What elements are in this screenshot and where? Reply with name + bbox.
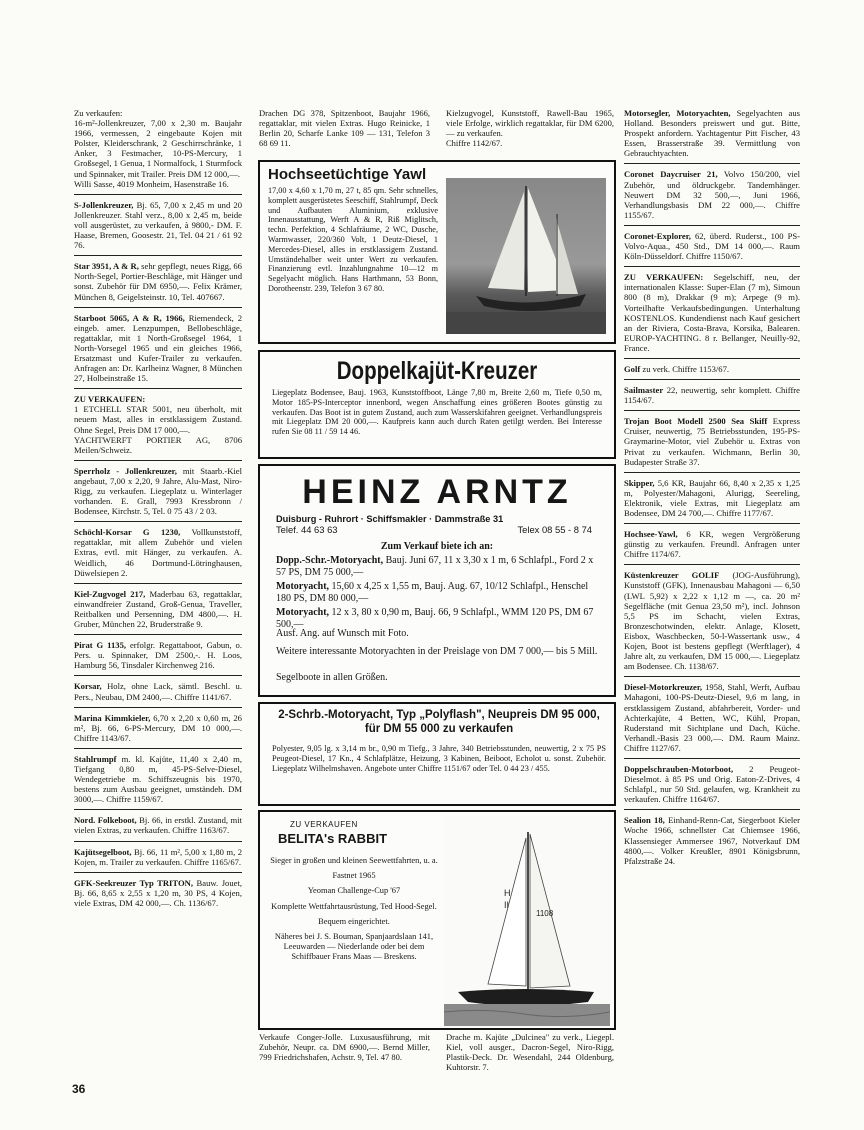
belita-zu-verkaufen: ZU VERKAUFEN bbox=[290, 820, 358, 829]
ad-body bbox=[74, 815, 242, 835]
doppel-text: Liegeplatz Bodensee, Bauj. 1963, Kunststoffboot, Länge 7,80 m, Breite 2,60 m, Tiefe 0,50 m, Motor 185-PS-Interceptor innenbord, wegen Anschaffung eines größeren Bootes günstig zu verkaufen. Das Boot ist in gutem Zustand, auch zum Wasserskifahren geeignet. Verhandlungspreis mit Liegeplatz DM 20 000,—. Kaufpreis kann auch durch Raten getilgt werden. Bei Interesse rufen Sie 08 11 / 59 14 46. bbox=[272, 388, 602, 437]
ad-body bbox=[624, 570, 800, 671]
ad-body bbox=[624, 529, 800, 559]
ad-text: mit Staarb.-Kiel angebaut, 7,00 x 2,20, 9 Jahre, Alu-Mast, Niro-Rigg, zu verkaufen. Liegeplatz u. Winterlager vorhanden. E. Grall, 7993 Kressbronn / Bodensee, Kirchstr. 5, Tel. 0 75 43 / 2 03. bbox=[74, 465, 242, 517]
ad-body bbox=[74, 394, 242, 455]
ad-heading: Marina Kimmkieler, bbox=[74, 712, 151, 723]
ad-heading: GFK-Seekreuzer Typ TRITON, bbox=[74, 877, 194, 888]
arntz-offer-item bbox=[276, 555, 600, 579]
classified-ad bbox=[624, 764, 800, 810]
ad-heading: ZU VERKAUFEN: bbox=[74, 394, 146, 405]
ad-text: Bj. 66, 11 m², 5,00 x 1,80 m, 2 Kojen, m. Trailer zu verkaufen. Chiffre 1165/67. bbox=[74, 846, 242, 867]
ad-body bbox=[74, 313, 242, 384]
ad-heinz-arntz-box bbox=[258, 464, 616, 697]
arntz-photo-note: Ausf. Ang. auf Wunsch mit Foto. bbox=[276, 628, 409, 639]
belita-text bbox=[268, 856, 440, 968]
ad-text: (JOG-Ausführung), Kunststoff (GFK), Innenausbau Mahagoni — 6,50 (LWL 5,92) x 2,22 x 1,12 m —, ca. 20 m² Segelfläche (mit Genua 23,50 m²), incl. Johnson 5,5 PS im Schacht, vielen Extras, Bronzeschotwinden, elektr. Anlage, Klosett, Eisbox, Waschbecken, 50-l-Wassertank usw., 4 Kojen, Boot ist bestens gepflegt (Werftlager), 4 Jahre alt, zu verkaufen, DM 15 000,—. Liegeplatz am Bodensee. Ch. 1138/67. bbox=[624, 570, 800, 672]
ad-text: Bauw. Jouet, Bj. 66, 8,65 x 2,55 x 1,20 m, 30 PS, 4 Kojen, viele Extras, DM 42 000,—. Ch. 1136/67. bbox=[74, 877, 242, 908]
classified-column-1 bbox=[74, 108, 242, 918]
classified-ad bbox=[624, 815, 800, 870]
ad-body bbox=[624, 416, 800, 466]
belita-line: Näheres bei J. S. Bouman, Spanjaardslaan 141, Leeuwarden — Niederlande oder bei dem Schiffbauer Frans Maas — Breskens. bbox=[274, 932, 434, 962]
arntz-offer-item-text: 15,60 x 4,25 x 1,55 m, Bauj. Aug. 67, 10/12 Schlafpl., Henschel 180 PS, DM 80 000,— bbox=[276, 581, 589, 604]
yawl-title: Hochseetüchtige Yawl bbox=[268, 166, 427, 183]
ad-text: zu verk. Chiffre 1153/67. bbox=[640, 363, 730, 374]
ad-body bbox=[624, 385, 800, 405]
classified-ad bbox=[74, 589, 242, 635]
ad-body bbox=[74, 754, 242, 804]
ad-heading: Hochsee-Yawl, bbox=[624, 529, 678, 540]
svg-text:1108: 1108 bbox=[536, 909, 554, 918]
ad-body bbox=[74, 640, 242, 670]
ad-text: Zu verkaufen: 16-m²-Jollenkreuzer, 7,00 x 2,30 m. Baujahr 1966, vermessen, 2 eingebaute Kojen mit Polster, Kleiderschrank, 2 Geschirrschränke, 1 Anker, 3 Festmacher, 10-PS-Mercury, 1 Großsegel, 1 Genua, 1 Normalfock, 1 Sturmfock und Spinnaker, mit Trailer. Preis DM 12 000,—. Willi Sasse, 4019 Monheim, Hasenstraße 16. bbox=[74, 108, 242, 189]
arntz-offer-heading: Zum Verkauf biete ich an: bbox=[380, 541, 494, 552]
ad-text: Vollkunststoff, regattaklar, mit allem Zubehör und vielen Extras, evtl. mit Hänger, zu verkaufen. A. Weidlich, 46 Dortmund-Lötringhausen, Düwelsiepen 2. bbox=[74, 527, 242, 578]
classified-ad bbox=[624, 478, 800, 524]
ad-heading: Coronet-Explorer, bbox=[624, 230, 691, 241]
ad-heading: Diesel-Motorkreuzer, bbox=[624, 682, 703, 693]
ad-heading: Trojan Boot Modell 2500 Sea Skiff bbox=[624, 416, 768, 427]
ad-heading: Kajütsegelboot, bbox=[74, 846, 132, 857]
ad-drachen: Drachen DG 378, Spitzenboot, Baujahr 1966, regattaklar, mit vielen Extras. Hugo Reinicke, 1 Berlin 20, Scharfe Lanke 109 — 131, Telefon 3 68 69 11. bbox=[259, 108, 430, 148]
arntz-telex: Telex 08 55 - 8 74 bbox=[517, 524, 592, 535]
ad-heading: Kiel-Zugvogel 217, bbox=[74, 588, 146, 599]
ad-body bbox=[74, 847, 242, 867]
arntz-offer-item-text: Bauj. Juni 67, 11 x 3,30 x 1 m, 6 Schlafpl., Ford 2 x 57 PS, DM 75 000,— bbox=[276, 555, 594, 578]
belita-line: Bequem eingerichtet. bbox=[318, 916, 390, 926]
arntz-sailboats: Segelboote in allen Größen. bbox=[276, 672, 388, 683]
classified-ad bbox=[74, 847, 242, 873]
ad-kielzugvogel: Kielzugvogel, Kunststoff, Rawell-Bau 1965, viele Erfolge, wirklich regattaklar, für DM 6200,— zu verkaufen. Chiffre 1142/67. bbox=[446, 108, 614, 148]
ad-text: Bj. 65, 7,00 x 2,45 m und 20 Jollenkreuzer. Stahl verz., 8,00 x 2,45 m, beide voll ausgerüstet, zu verkaufen, à 9800,- DM. F. Haase, Bremen, Goosestr. 21, Tel. 04 21 / 61 92 76. bbox=[74, 199, 242, 251]
ad-text: 2 Peugeot-Dieselmot. à 85 PS und Orig. Eaton-Z-Drives, 4 Schlafpl., nur 50 Std. gelaufen, wg. Krankheit zu verkaufen. Chiffre 1164/67. bbox=[624, 763, 800, 805]
arntz-address: Duisburg - Ruhrort · Schiffsmakler · Dammstraße 31 bbox=[276, 514, 504, 524]
classified-ad bbox=[74, 200, 242, 256]
ad-text: Volvo 150/200, viel Zubehör, und öldruckgebr. Tandemhänger. Neuwert DM 32 500,—, Juni 1966, Verhandlungsbasis DM 22 000,—. Chiffre 1155/67. bbox=[624, 169, 800, 220]
classified-ad bbox=[624, 416, 800, 472]
classified-ad bbox=[624, 682, 800, 759]
ad-text: Segelschiff, neu, der internationalen Klasse: Super-Elan (7 m), Simoun 800 (8 m), Drakkar (9 m); Arpege (9 m). Vorteilhafte Verkaufsbedingungen. Unterhaltung KOSTENLOS. Kundendienst nach Kauf gesichert an der Riviera, Costa-Brava, Korsika, Balearen. EUROP-YACHTING. 8 r. Bellanger, Neuilly-92, France. bbox=[624, 272, 800, 353]
ad-body bbox=[74, 681, 242, 701]
classified-ad bbox=[74, 466, 242, 522]
ad-text: Bj. 66, in erstkl. Zustand, mit vielen Extras, zu verkaufen. Chiffre 1163/67. bbox=[74, 815, 242, 836]
ad-text: 62, überd. Ruderst., 100 PS-Volvo-Aqua., 450 Std., DM 14 000,—. Raum Köln-Düsseldorf. Chiffre 1150/67. bbox=[624, 230, 800, 262]
classified-column-4 bbox=[624, 108, 800, 876]
ad-text: 1 ETCHELL STAR 5001, neu überholt, mit neuem Mast, alles in erstklassigem Zustand. Ohne Segel, Preis DM 17 000,—. YACHTWERFT PORTIER AG, 8706 Meilen/Schweiz. bbox=[74, 404, 242, 455]
belita-line: Fastnet 1965 bbox=[332, 871, 376, 881]
ad-text: 22, neuwertig, sehr komplett. Chiffre 1154/67. bbox=[624, 385, 800, 406]
classified-ad bbox=[74, 313, 242, 390]
belita-line: Yeoman Challenge-Cup '67 bbox=[307, 886, 401, 896]
ad-body bbox=[74, 589, 242, 629]
ad-heading: Sealion 18, bbox=[624, 815, 665, 826]
ad-body bbox=[624, 231, 800, 261]
ad-heading: Sperrholz - Jollenkreuzer, bbox=[74, 465, 177, 476]
ad-body bbox=[624, 815, 800, 865]
ad-text: erfolgr. Regattaboot, Gabun, o. Pers. u. Spinnaker, DM 2500,-. H. Loos, Hamburg 56, Tinsdaler Kirchenweg 216. bbox=[74, 640, 243, 671]
ad-body bbox=[624, 478, 800, 518]
classified-ad bbox=[624, 231, 800, 267]
ad-doppelkajuet-box bbox=[258, 350, 616, 459]
ad-text: 1958, Stahl, Werft, Aufbau Mahagoni, 100-PS-Deutz-Diesel, 9,6 m lang, in erstklassigem Zustand, abfahrbereit, Vorder- und Achterkajüte, 4 Betten, WC, Kühl, Propan, Ruderstand mit Sichtplane und Dach, Küche. Verhandl.-Basis 23 000,—. DM. Raum Mainz. Chiffre 1127/67. bbox=[624, 682, 800, 753]
belita-title: BELITA's RABBIT bbox=[278, 831, 388, 846]
classified-ad bbox=[74, 815, 242, 841]
classified-ad bbox=[624, 385, 800, 411]
ad-body bbox=[624, 169, 800, 219]
ad-heading: ZU VERKAUFEN: bbox=[624, 272, 704, 283]
arntz-title: HEINZ ARNTZ bbox=[302, 473, 572, 511]
classified-ad bbox=[74, 754, 242, 810]
classified-ad bbox=[74, 261, 242, 307]
ad-body bbox=[624, 364, 800, 374]
svg-text:II: II bbox=[504, 900, 510, 910]
ad-text: Einhand-Renn-Cat, Siegerboot Kieler Woche 1966, schnellster Cat Chiemsee 1966, Klassensieger Ammersee 1967, Notverkauf DM 4800,—. Volker Kreußler, 8901 Königsbrunn, Pfalzstraße 24. bbox=[624, 815, 800, 866]
arntz-telephone: Telef. 44 63 63 bbox=[276, 524, 338, 535]
ad-text: sehr gepflegt, neues Rigg, 66 North-Segel, Portier-Beschläge, mit Hänger und sonst. Zubehör für DM 6950,—. Felix Krämer, München 8, Geigelsteinstr. 10, Tel. 407667. bbox=[74, 261, 242, 302]
svg-text:H: H bbox=[504, 888, 511, 898]
ad-heading: Stahlrumpf bbox=[74, 753, 117, 764]
ad-heading: Küstenkreuzer GOLIF bbox=[624, 570, 720, 581]
ad-body bbox=[74, 261, 242, 301]
yawl-text: 17,00 x 4,60 x 1,70 m, 27 t, 85 qm. Sehr schnelles, komplett ausgerüstetes Seeschiff, Stahlrumpf, Deck und Aufbauten Aluminium, exklusive Innenausstattung, Werft A & R, Riß Miglitsch, techn. Perfektion, 4 Schlafräume, 2 WC, Dusche, Warmwasser, 220/360 Volt, 1 Deutz-Diesel, 1 Mercedes-Diesel, alles in erstklassigem Zustand. Umständehalber weit unter Wert zu verkaufen. Finanzierung evtl. Inzahlungnahme 10—12 m Segelyacht möglich. Hans Harthmann, 53 Bonn, Dorotheenstr. 239, Telefon 3 67 80. bbox=[268, 186, 438, 293]
page-number: 36 bbox=[72, 1082, 86, 1096]
ad-body bbox=[74, 108, 242, 189]
arntz-offer-item-heading: Motoryacht, bbox=[276, 607, 330, 618]
belita-line: Sieger in großen und kleinen Seewettfahrten, u. a. bbox=[270, 856, 438, 865]
ad-yawl-box bbox=[258, 160, 616, 344]
ad-heading: Motorsegler, Motoryachten, bbox=[624, 108, 731, 118]
ad-heading: Coronet Daycruiser 21, bbox=[624, 169, 718, 180]
ad-heading: Doppelschrauben-Motorboot, bbox=[624, 763, 734, 774]
ad-body bbox=[74, 713, 242, 743]
ad-polyflash-box bbox=[258, 702, 616, 806]
ad-body bbox=[74, 527, 242, 577]
ad-heading: Star 3951, A & R, bbox=[74, 261, 139, 272]
ad-heading: Golf bbox=[624, 363, 641, 374]
ad-text: Riemendeck, 2 eingeb. amer. Lenzpumpen, Bellobeschläge, regattaklar, mit 1 North-Großsegel 1964, 1 North-Vorsegel 1965 und ein gleiches 1966, Ersatzmast und Kufer-Trailer zu verkaufen. Anfragen an: Dr. Karlheinz Wagner, 8 München 27, Holbeinstraße 15. bbox=[74, 312, 243, 384]
ad-text: 6,70 x 2,20 x 0,60 m, 26 m², Bj. 66, 6-PS-Mercury, DM 10 000,—. Chiffre 1143/67. bbox=[74, 712, 242, 743]
classified-ad bbox=[624, 272, 800, 359]
classified-ad bbox=[624, 108, 800, 164]
arntz-offer-item-text: 12 x 3, 80 x 0,90 m, Bauj. 66, 9 Schlafpl., WMM 120 PS, DM 67 500,— bbox=[276, 607, 594, 630]
ad-body bbox=[624, 272, 800, 353]
classified-ad bbox=[74, 713, 242, 749]
ad-body bbox=[74, 878, 242, 908]
belita-line: Komplette Wettfahrtausrüstung, Ted Hood-Segel. bbox=[271, 901, 437, 911]
belita-photo bbox=[444, 816, 610, 1026]
arntz-offer-item bbox=[276, 581, 600, 605]
classified-ad bbox=[74, 681, 242, 707]
yawl-photo bbox=[446, 178, 606, 334]
ad-body bbox=[74, 200, 242, 250]
ad-heading: Sailmaster bbox=[624, 385, 664, 396]
ad-text: 5,6 KR, Baujahr 66, 8,40 x 2,35 x 1,25 m, Polyester/Mahagoni, Alurigg, Seereling, Elektronik, viele Extras, mit Liegeplatz am Bodensee, DM 24 700,—. Chiffre 1177/67. bbox=[624, 477, 800, 518]
classified-ad bbox=[624, 364, 800, 380]
arntz-more: Weitere interessante Motoryachten in der Preislage von DM 7 000,— bis 5 Mill. bbox=[276, 646, 598, 657]
ad-heading: Nord. Folkeboot, bbox=[74, 815, 137, 826]
sailboat-icon bbox=[446, 178, 606, 334]
classified-ad bbox=[74, 108, 242, 195]
classified-ad bbox=[74, 394, 242, 461]
classified-ad bbox=[624, 529, 800, 565]
ad-text: m. kl. Kajüte, 11,40 x 2,40 m, Tiefgang 0,80 m, 45-PS-Selve-Diesel, Wendegetriebe m. Schiffszeugnis bis 1970, bestens zum Ausbau geeignet, umständeh. DM 3000,—. Chiffre 1159/67. bbox=[74, 753, 242, 805]
ad-belita-box bbox=[258, 810, 616, 1030]
sailboat-icon bbox=[444, 816, 610, 1026]
classified-ad bbox=[74, 878, 242, 913]
ad-body bbox=[624, 108, 800, 158]
ad-drache-dulcinea: Drache m. Kajüte „Dulcinea" zu verk., Liegepl. Kiel, voll ausger., Dacron-Segel, Niro-Rigg, Plastik-Deck. Dr. Wesendahl, 244 Oldenburg, Kuhtorstr. 7. bbox=[446, 1032, 614, 1072]
arntz-offer-list bbox=[276, 555, 600, 633]
doppel-title: Doppelkajüt-Kreuzer bbox=[336, 357, 538, 385]
classified-ad bbox=[74, 527, 242, 583]
polyflash-text: Polyester, 9,05 lg. x 3,14 m br., 0,90 m Tiefg., 3 Jahre, 340 Betriebsstunden, neuwertig, 2 x 75 PS Peugeot-Diesel, 17 Kn., 4 Schlafplätze, Heizung, 3 Kabinen, Beiboot, Echolot u. sonst. Zubehör. Liegeplatz Wilhelmshaven. Angebote unter Chiffre 1151/67 oder Tel. 0 44 23 / 455. bbox=[272, 744, 606, 773]
ad-heading: Schöchl-Korsar G 1230, bbox=[74, 527, 181, 538]
classified-ad bbox=[624, 570, 800, 677]
arntz-offer-item-heading: Dopp.-Schr.-Motoryacht, bbox=[276, 555, 384, 566]
ad-text: Holz, ohne Lack, sämtl. Beschl. u. Pers., Neubau, DM 2400,—. Chiffre 1141/67. bbox=[74, 681, 242, 702]
ad-text: 6 KR, wegen Vergrößerung günstig zu verkaufen. Freundl. Anfragen unter Chiffre 1174/67. bbox=[624, 529, 800, 560]
ad-text: Express Cruiser, neuwertig, 75 Betriebsstunden, 195-PS-Graymarine-Motor, viel Zubehör u. Extras von Privat zu verkaufen. Wichmann, Berlin 30, Budapester Straße 37. bbox=[624, 416, 800, 467]
ad-body bbox=[74, 466, 242, 516]
ad-body bbox=[624, 682, 800, 753]
classified-ad bbox=[624, 169, 800, 225]
classified-ad bbox=[74, 640, 242, 676]
ad-body bbox=[624, 764, 800, 804]
ad-heading: Korsar, bbox=[74, 681, 102, 692]
arntz-offer-item-heading: Motoryacht, bbox=[276, 581, 330, 592]
ad-conger-jolle: Verkaufe Conger-Jolle. Luxusausführung, mit Zubehör, Neupr. ca. DM 6900,—. Bernd Miller, 799 Friedrichshafen, Achstr. 9, Tel. 47 80. bbox=[259, 1032, 430, 1062]
polyflash-title: 2-Schrb.-Motoryacht, Typ „Polyflash", Neupreis DM 95 000, für DM 55 000 zu verkaufen bbox=[278, 709, 600, 735]
ad-heading: Pirat G 1135, bbox=[74, 640, 127, 651]
ad-text: Maderbau 63, regattaklar, einwandfreier Zustand, Groß-Genua, Traveller, Reitbalken und Persenning, DM 4800,—. H. Gruber, München 22, Bruderstraße 9. bbox=[74, 588, 242, 630]
ad-heading: S-Jollenkreuzer, bbox=[74, 199, 134, 210]
ad-text: Segelyachten aus Holland. Besonders preiswert und gut. Bitte, Prospekt anfordern. Yachtagentur Pitt Fischer, 43 Essen, Brasserstraße 39. Vermittlung von Gebrauchtyachten. bbox=[624, 108, 800, 159]
ad-heading: Starboot 5065, A & R, 1966, bbox=[74, 312, 185, 323]
ad-heading: Skipper, bbox=[624, 477, 655, 488]
